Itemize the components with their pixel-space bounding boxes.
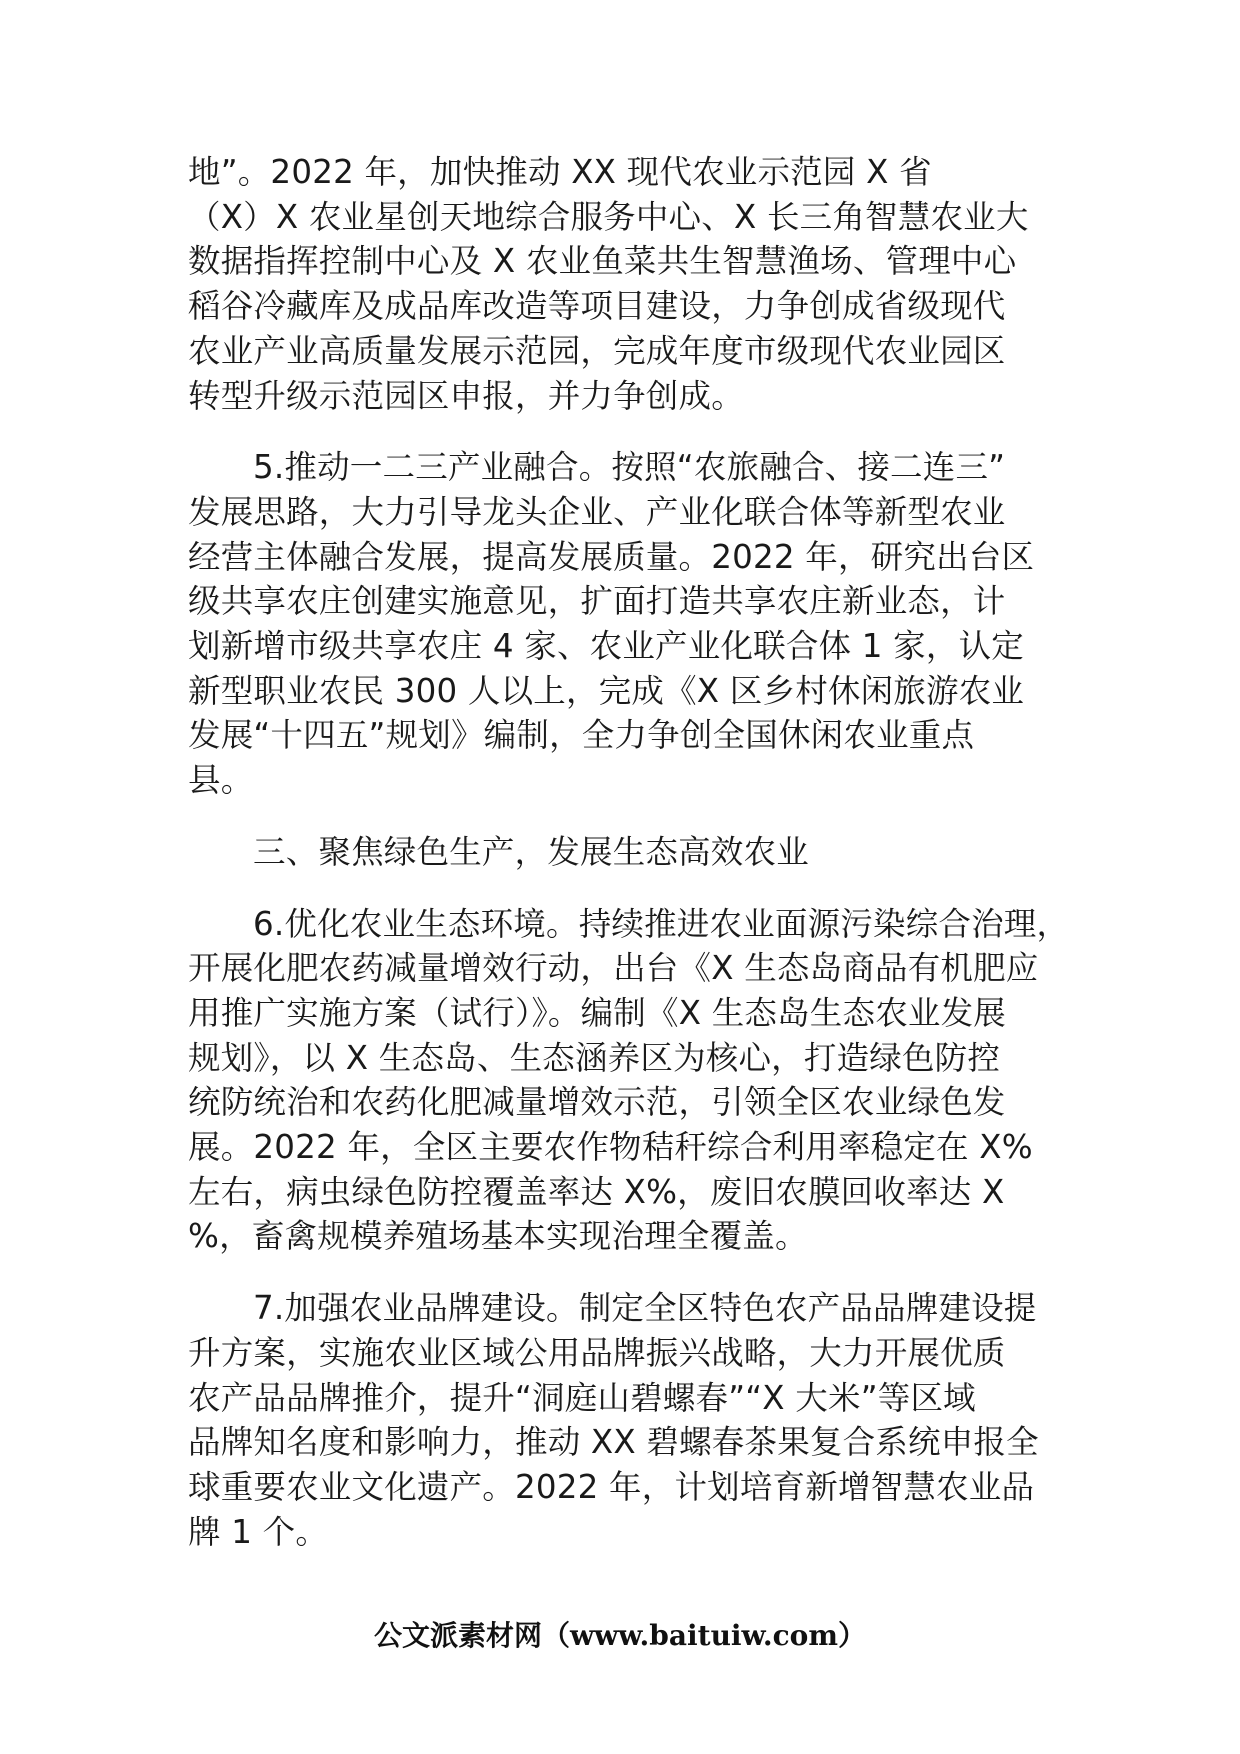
text-line: 统防统治和农药化肥减量增效示范，引领全区农业绿色发 <box>188 1083 1006 1122</box>
text-line: 5.推动一二三产业融合。按照“农旅融合、接二连三” <box>253 448 1006 487</box>
text-line: 升方案，实施农业区域公用品牌振兴战略，大力开展优质 <box>188 1333 1006 1372</box>
paragraph-brand-building <box>188 1286 1098 1554</box>
text-line: %，畜禽规模养殖场基本实现治理全覆盖。 <box>188 1217 808 1256</box>
text-line: 7.加强农业品牌建设。制定全区特色农产品品牌建设提 <box>253 1289 1037 1328</box>
text-line: 开展化肥农药减量增效行动，出台《X 生态岛商品有机肥应 <box>188 949 1039 988</box>
text-line: 用推广实施方案（试行）》。编制《X 生态岛生态农业发展 <box>188 993 1006 1032</box>
text-line: 数据指挥控制中心及 X 农业鱼菜共生智慧渔场、管理中心 <box>188 242 1017 281</box>
text-line: 发展思路，大力引导龙头企业、产业化联合体等新型农业 <box>188 492 1006 531</box>
text-line: 地”。2022 年，加快推动 XX 现代农业示范园 X 省 <box>188 153 932 191</box>
paragraph-ecological-environment <box>188 902 1098 1260</box>
text-line: 转型升级示范园区申报，并力争创成。 <box>188 376 744 415</box>
text-line: 级共享农庄创建实施意见，扩面打造共享农庄新业态，计 <box>188 582 1006 621</box>
text-line: 展。2022 年，全区主要农作物秸秆综合利用率稳定在 X% <box>188 1128 1033 1167</box>
text-line: （X）X 农业星创天地综合服务中心、X 长三角智慧农业大 <box>188 197 1029 236</box>
text-line: 牌 1 个。 <box>188 1512 329 1551</box>
document-body <box>188 150 1098 1581</box>
section-heading-text: 三、聚焦绿色生产，发展生态高效农业 <box>253 832 809 871</box>
text-line: 品牌知名度和影响力，推动 XX 碧螺春茶果复合系统申报全 <box>188 1423 1039 1462</box>
text-line: 发展“十四五”规划》编制，全力争创全国休闲农业重点 <box>188 716 975 755</box>
text-line: 经营主体融合发展，提高发展质量。2022 年，研究出台区 <box>188 537 1035 576</box>
text-line: 左右，病虫绿色防控覆盖率达 X%，废旧农膜回收率达 X <box>188 1172 1005 1211</box>
text-line: 规划》，以 X 生态岛、生态涵养区为核心，打造绿色防控 <box>188 1038 1001 1077</box>
text-line: 县。 <box>188 761 254 800</box>
paragraph-park-construction <box>188 150 1098 418</box>
text-line: 农业产业高质量发展示范园，完成年度市级现代农业园区 <box>188 331 1006 370</box>
text-line: 6.优化农业生态环境。持续推进农业面源污染综合治理， <box>253 904 1070 943</box>
text-line: 新型职业农民 300 人以上，完成《X 区乡村休闲旅游农业 <box>188 671 1025 710</box>
text-line: 划新增市级共享农庄 4 家、农业产业化联合体 1 家，认定 <box>188 627 1024 666</box>
section-heading <box>188 830 1098 875</box>
paragraph-industry-integration <box>188 445 1098 803</box>
text-line: 稻谷冷藏库及成品库改造等项目建设，力争创成省级现代 <box>188 287 1006 326</box>
text-line: 球重要农业文化遗产。2022 年，计划培育新增智慧农业品 <box>188 1467 1035 1506</box>
text-line: 农产品品牌推介，提升“洞庭山碧螺春”“X 大米”等区域 <box>188 1378 976 1417</box>
footer-watermark-text: 公文派素材网（www.baituiw.com） <box>374 1619 866 1652</box>
